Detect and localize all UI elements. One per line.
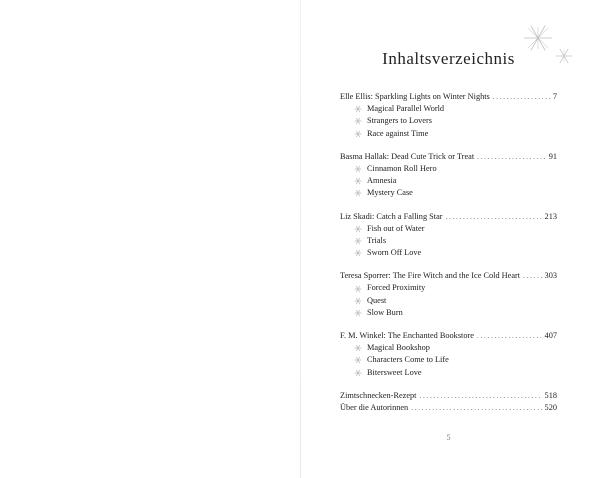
table-of-contents [340, 91, 557, 414]
trope-item [340, 187, 557, 199]
trope-item [340, 163, 557, 175]
toc-entry-title: Liz Skadi: Catch a Falling Star [340, 211, 443, 221]
leader-dots [419, 390, 541, 402]
trope-label: Strangers to Lovers [367, 116, 432, 126]
snowflake-icon [354, 189, 362, 197]
snowflake-icon [354, 297, 362, 305]
trope-item [340, 342, 557, 354]
page-spine [300, 0, 301, 478]
snowflake-icon [354, 309, 362, 317]
toc-entry-page: 303 [544, 271, 557, 281]
snowflake-icon [354, 249, 362, 257]
leader-dots [523, 270, 541, 282]
trope-item [340, 307, 557, 319]
trope-label: Amnesia [367, 176, 397, 186]
toc-entry[interactable] [340, 402, 557, 414]
trope-label: Trials [367, 235, 387, 245]
trope-label: Fish out of Water [367, 223, 425, 233]
trope-item [340, 247, 557, 259]
trope-item [340, 223, 557, 235]
snowflake-icon [354, 165, 362, 173]
trope-item [340, 175, 557, 187]
toc-entry-title: Elle Ellis: Sparkling Lights on Winter Nights [340, 92, 490, 101]
toc-entry-title: Zimtschnecken-Rezept [340, 390, 417, 400]
toc-entry-page: 518 [544, 390, 557, 400]
trope-label: Quest [367, 295, 387, 305]
trope-label: Race against Time [367, 128, 429, 138]
toc-entry-title: Teresa Sporrer: The Fire Witch and the Ice Cold Heart [340, 271, 521, 281]
trope-label: Magical Bookshop [367, 343, 430, 353]
toc-entry-page: 213 [544, 211, 557, 221]
leader-dots [477, 330, 542, 342]
trope-item [340, 295, 557, 307]
toc-entry-page: 407 [544, 331, 557, 340]
toc-section [340, 91, 557, 140]
trope-item [340, 115, 557, 127]
toc-entry-title: F. M. Winkel: The Enchanted Bookstore [340, 331, 474, 340]
toc-section [340, 330, 557, 379]
toc-section [340, 211, 557, 260]
trope-label: Characters Come to Life [367, 355, 449, 365]
trope-item [340, 103, 557, 115]
toc-entry[interactable] [340, 330, 557, 342]
toc-entry-title: Über die Autorinnen [340, 402, 409, 412]
leader-dots [477, 151, 546, 163]
leader-dots [411, 402, 541, 414]
toc-entry-page: 7 [552, 92, 557, 101]
trope-label: Bitersweet Love [367, 367, 422, 377]
trope-item [340, 128, 557, 140]
toc-entry-page: 91 [548, 151, 557, 161]
trope-item [340, 282, 557, 294]
page-number: 5 [446, 433, 451, 442]
snowflake-icon [354, 117, 362, 125]
snowflake-icon [354, 130, 362, 138]
toc-entry[interactable] [340, 211, 557, 223]
snowflake-icon [354, 344, 362, 352]
snowflake-icon [354, 225, 362, 233]
trope-label: Cinnamon Roll Hero [367, 163, 437, 173]
toc-section [340, 270, 557, 319]
toc-section [340, 151, 557, 200]
snowflake-icon [354, 105, 362, 113]
toc-entry-page: 520 [544, 402, 557, 412]
trope-item [340, 367, 557, 379]
toc-entry[interactable] [340, 151, 557, 163]
page-title: Inhaltsverzeichnis [382, 49, 515, 68]
trope-label: Slow Burn [367, 307, 403, 317]
trope-label: Forced Proximity [367, 283, 426, 293]
snowflake-icon [354, 177, 362, 185]
snowflake-icon [354, 285, 362, 293]
toc-entry[interactable] [340, 390, 557, 402]
snowflake-icon [354, 369, 362, 377]
trope-label: Sworn Off Love [367, 248, 422, 258]
trope-label: Mystery Case [367, 188, 413, 198]
toc-entry-title: Basma Hallak: Dead Cute Trick or Treat [340, 151, 475, 161]
trope-item [340, 235, 557, 247]
trope-item [340, 354, 557, 366]
snowflake-icon [354, 356, 362, 364]
toc-entry[interactable] [340, 270, 557, 282]
snowflake-icon [354, 237, 362, 245]
trope-label: Magical Parallel World [367, 104, 445, 114]
leader-dots [493, 91, 550, 103]
toc-extras [340, 390, 557, 414]
leader-dots [446, 211, 542, 223]
toc-entry[interactable] [340, 91, 557, 103]
